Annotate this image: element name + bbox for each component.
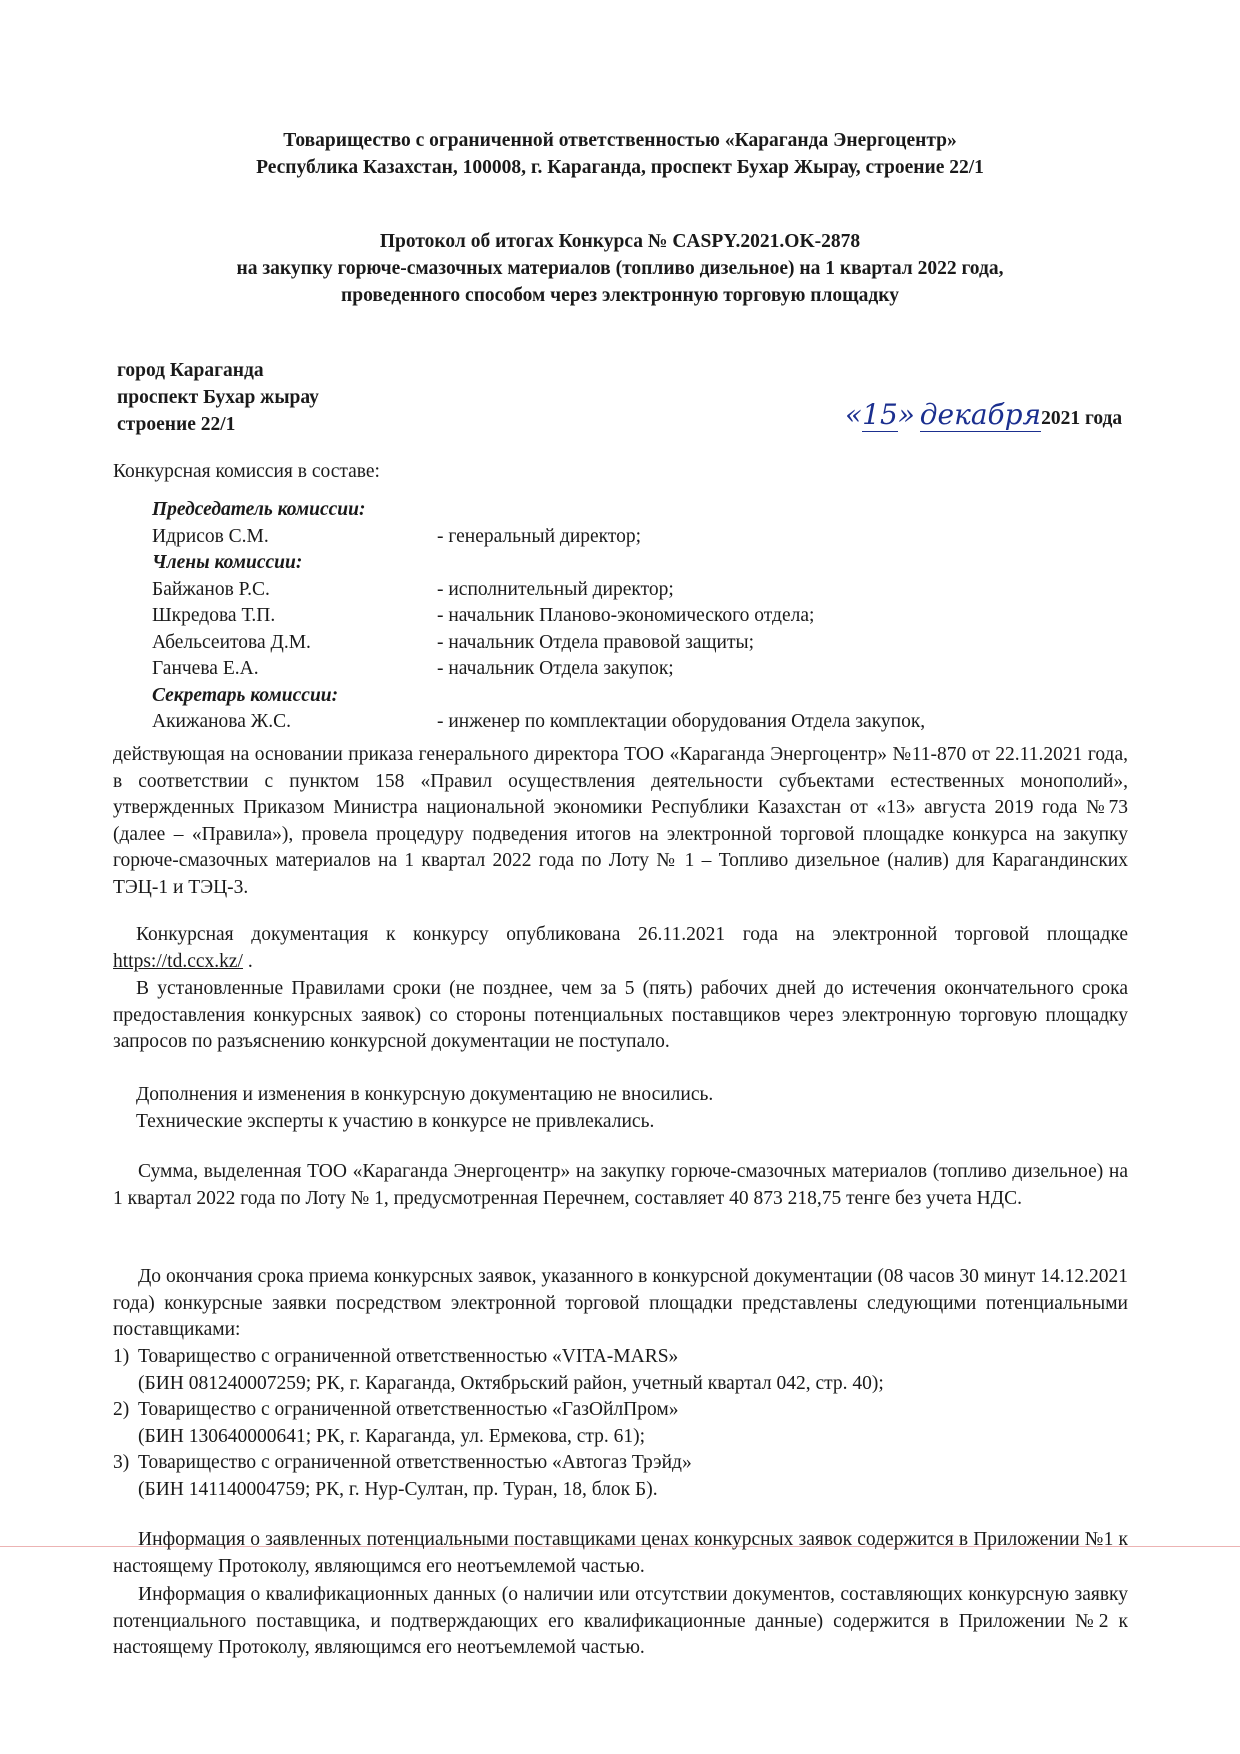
date-month-handwritten: декабря [919,398,1042,431]
supplier-name: Товарищество с ограниченной ответственностью «Автогаз Трэйд» [138,1452,692,1473]
protocol-subtitle-line-2: проведенного способом через электронную торговую площадку [341,285,899,306]
protocol-date [845,398,1122,431]
member-position: - начальник Планово-экономического отдела; [437,605,815,626]
header-org-line: Товарищество с ограниченной ответственностью «Караганда Энергоцентр» [283,130,957,151]
info-qualification-paragraph: Информация о квалификационных данных (о наличии или отсутствии документов, составляющих конкурсную заявку потенциального поставщика, и подтверждающих его квалификационные данные) содержится в Приложении №2 к настоящему Протоколу, являющимся его неотъемлемой частью. [113,1584,1128,1658]
supplier-number: 2) [113,1399,130,1420]
commission-member-row [152,630,1052,657]
amount-paragraph: Сумма, выделенная ТОО «Караганда Энергоцентр» на закупку горюче-смазочных материалов (топливо дизельное) на 1 квартал 2022 года по Лоту № 1, предусмотренная Перечнем, составляет 40 873 218,75 тенге без учета НДС. [113,1161,1128,1209]
supplier-name: Товарищество с ограниченной ответственностью «ГазОйлПром» [138,1399,679,1420]
etp-link[interactable]: https://td.ccx.kz/ [113,950,243,972]
date-close-quote: » [897,398,915,431]
member-position: - исполнительный директор; [437,578,674,600]
publication-paragraph [113,922,1128,975]
no-changes-paragraph: Дополнения и изменения в конкурсную документацию не вносились. [136,1084,714,1105]
chair-heading: Председатель комиссии: [152,499,366,520]
protocol-subtitle-line-1: на закупку горюче-смазочных материалов (топливо дизельное) на 1 квартал 2022 года, [236,258,1004,279]
member-position: - начальник Отдела правовой защиты; [437,631,754,653]
commission-member-row [152,656,1052,683]
bids-intro-paragraph: До окончания срока приема конкурсных заявок, указанного в конкурсной документации (08 часов 30 минут 14.12.2021 года) конкурсные заявки посредством электронной торговой площадки представлены следующими потенциальными поставщиками: [113,1266,1128,1340]
supplier-number: 3) [113,1452,130,1473]
info-prices-paragraph: Информация о заявленных потенциальными поставщиками ценах конкурсных заявок содержится в Приложении №1 к настоящему Протоколу, являющимся его неотъемлемой частью. [113,1529,1128,1577]
publication-end: . [242,950,253,972]
member-name: Идрисов С.М. [152,525,269,547]
commission-intro: Конкурсная комиссия в составе: [113,461,380,482]
member-name: Байжанов Р.С. [152,578,270,600]
supplier-details: (БИН 141140004759; РК, г. Нур-Султан, пр. Туран, 18, блок Б). [138,1478,658,1500]
basis-paragraph: действующая на основании приказа генерального директора ТОО «Караганда Энергоцентр» №11-870 от 22.11.2021 года, в соответствии с пунктом 158 «Правил осуществления деятельности субъектами естественных монополий», утвержденных Приказом Министра национальной экономики Республики Казахстан от «13» августа 2019 года №73 (далее – «Правила»), провела процедуру подведения итогов на электронной торговой площадке конкурса на закупку горюче-смазочных материалов на 1 квартал 2022 года по Лоту № 1 – Топливо дизельное (налив) для Карагандинских ТЭЦ-1 и ТЭЦ-3. [113,744,1128,898]
deadlines-paragraph: В установленные Правилами сроки (не позднее, чем за 5 (пять) рабочих дней до истечения окончательного срока предоставления конкурсных заявок) со стороны потенциальных поставщиков через электронную торговую площадку запросов по разъяснению конкурсной документации не поступало. [113,978,1128,1052]
place-building: строение 22/1 [117,414,236,435]
no-experts-paragraph: Технические эксперты к участию в конкурсе не привлекались. [136,1111,655,1132]
commission-member-row [152,524,1052,551]
member-name: Абельсеитова Д.М. [152,631,311,653]
header-address-line: Республика Казахстан, 100008, г. Караганда, проспект Бухар Жырау, строение 22/1 [256,157,984,178]
publication-text: Конкурсная документация к конкурсу опубликована 26.11.2021 года на электронной торговой площадке [136,924,1128,945]
supplier-item [113,1344,1128,1397]
supplier-item [113,1397,1128,1450]
secretary-heading: Секретарь комиссии: [152,684,339,706]
commission-member-row [152,709,1052,736]
place-city: город Караганда [117,360,264,381]
commission-member-row [152,603,1052,630]
supplier-number: 1) [113,1346,130,1367]
member-position: - инженер по комплектации оборудования Отдела закупок, [437,711,926,732]
commission-member-row [152,577,1052,604]
member-name: Шкредова Т.П. [152,605,276,626]
date-year: 2021 года [1041,408,1123,429]
commission-list [152,497,1052,736]
suppliers-list [113,1344,1128,1503]
member-name: Акижанова Ж.С. [152,711,292,732]
member-position: - генеральный директор; [437,525,642,547]
members-heading: Члены комиссии: [152,552,303,573]
date-open-quote: « [845,398,863,431]
supplier-item [113,1450,1128,1503]
supplier-name: Товарищество с ограниченной ответственностью «VITA-MARS» [138,1346,679,1367]
member-position: - начальник Отдела закупок; [437,658,674,679]
supplier-details: (БИН 081240007259; РК, г. Караганда, Октябрьский район, учетный квартал 042, стр. 40); [138,1372,884,1394]
member-name: Ганчева Е.А. [152,658,259,679]
place-street: проспект Бухар жырау [117,387,319,408]
date-day-handwritten: 15 [862,398,898,431]
protocol-title: Протокол об итогах Конкурса № CASPY.2021.OK-2878 [379,231,861,252]
supplier-details: (БИН 130640000641; РК, г. Караганда, ул. Ермекова, стр. 61); [138,1425,646,1447]
